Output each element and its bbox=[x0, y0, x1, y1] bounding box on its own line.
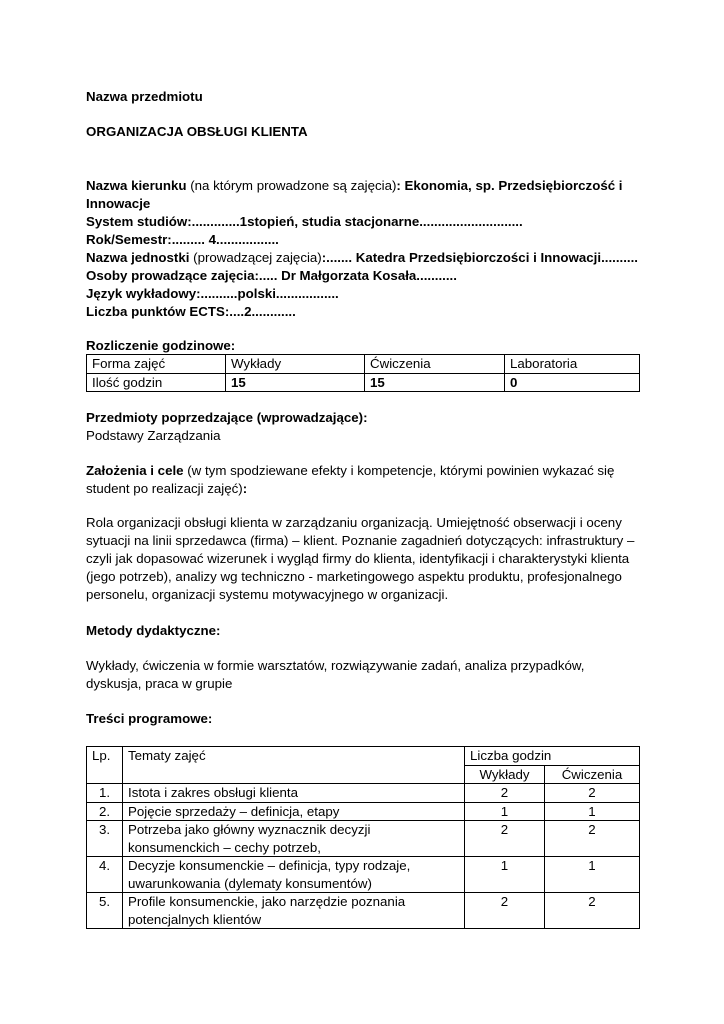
content-table bbox=[86, 746, 640, 929]
field-value-cont: Innowacje bbox=[86, 196, 151, 211]
goals-colon: : bbox=[242, 481, 248, 496]
subject-name: ORGANIZACJA OBSŁUGI KLIENTA bbox=[86, 124, 308, 139]
hours-title: Rozliczenie godzinowe: bbox=[86, 338, 236, 353]
table-row bbox=[87, 784, 640, 803]
methods-text-line: Wykłady, ćwiczenia w formie warsztatów, rozwiązywanie zadań, analiza przypadków, bbox=[86, 658, 585, 673]
row-lp: 2. bbox=[87, 802, 123, 821]
goals-text-line: personelu, organizacji systemu motywacyjnego w organizacji. bbox=[86, 587, 449, 602]
row-exercises: 2 bbox=[545, 893, 640, 929]
field-note: (na którym prowadzone są zajęcia) bbox=[186, 178, 397, 193]
table-row bbox=[87, 893, 640, 929]
unit-value: :....... Katedra Przedsiębiorczości i Innowacji.......... bbox=[321, 250, 639, 265]
row-exercises: 1 bbox=[545, 857, 640, 893]
field-value: : Ekonomia, sp. Przedsiębiorczość i bbox=[396, 178, 623, 193]
goals-text-line: czyli jak dopasować wizerunek i wygląd firmy do klienta, identyfikacji i charakterystyki klienta bbox=[86, 551, 630, 566]
prereq-title: Przedmioty poprzedzające (wprowadzające): bbox=[86, 410, 368, 425]
hours-labs-value: 0 bbox=[505, 373, 640, 392]
row-topic-line: Decyzje konsumenckie – definicja, typy rodzaje, bbox=[128, 858, 411, 873]
row-topic-line: Potrzeba jako główny wyznacznik decyzji bbox=[128, 822, 371, 837]
row-topic-line: Profile konsumenckie, jako narzędzie poznania bbox=[128, 894, 406, 909]
row-lp: 4. bbox=[87, 857, 123, 893]
year-semester: Rok/Semestr:......... 4................. bbox=[86, 232, 279, 247]
hours-header-form: Forma zajęć bbox=[87, 355, 226, 374]
hours-row-label: Ilość godzin bbox=[87, 373, 226, 392]
goals-note-2: student po realizacji zajęć) bbox=[86, 481, 243, 496]
row-topic-line: potencjalnych klientów bbox=[128, 911, 262, 927]
unit-note: (prowadzącej zajęcia) bbox=[189, 250, 322, 265]
unit-line bbox=[86, 249, 638, 267]
content-header-lectures: Wykłady bbox=[465, 765, 545, 784]
goals-note: (w tym spodziewane efekty i kompetencje, którymi powinien wykazać się bbox=[183, 463, 615, 478]
row-lp: 3. bbox=[87, 821, 123, 857]
row-lectures: 1 bbox=[465, 802, 545, 821]
language: Język wykładowy:..........polski................. bbox=[86, 286, 339, 301]
hours-header-lectures: Wykłady bbox=[226, 355, 365, 374]
row-exercises: 2 bbox=[545, 784, 640, 803]
content-title: Treści programowe: bbox=[86, 711, 213, 726]
row-topic bbox=[123, 857, 465, 893]
methods-title: Metody dydaktyczne: bbox=[86, 623, 221, 638]
row-topic: Pojęcie sprzedaży – definicja, etapy bbox=[123, 802, 465, 821]
goals-text-line: sytuacji na linii sprzedawca (firma) – klient. Poznanie zagadnień dotyczących: infrastruktury – bbox=[86, 533, 635, 548]
field-label: Nazwa kierunku bbox=[86, 178, 187, 193]
hours-lectures-value: 15 bbox=[226, 373, 365, 392]
content-header-exercises: Ćwiczenia bbox=[545, 765, 640, 784]
hours-header-exercises: Ćwiczenia bbox=[365, 355, 505, 374]
row-lp: 1. bbox=[87, 784, 123, 803]
methods-text-line: dyskusja, praca w grupie bbox=[86, 676, 233, 691]
goals-title: Założenia i cele bbox=[86, 463, 184, 478]
row-topic bbox=[123, 893, 465, 929]
field-line bbox=[86, 177, 623, 195]
row-topic-line: uwarunkowania (dylematy konsumentów) bbox=[128, 875, 372, 891]
row-lectures: 2 bbox=[465, 821, 545, 857]
hours-exercises-value: 15 bbox=[365, 373, 505, 392]
goals-line bbox=[86, 462, 614, 480]
table-row bbox=[87, 355, 640, 374]
row-exercises: 1 bbox=[545, 802, 640, 821]
prereq-text: Podstawy Zarządzania bbox=[86, 428, 221, 443]
row-lectures: 2 bbox=[465, 893, 545, 929]
study-system: System studiów:.............1stopień, studia stacjonarne............................ bbox=[86, 214, 523, 229]
table-row bbox=[87, 802, 640, 821]
content-header-lp: Lp. bbox=[87, 747, 123, 784]
subject-label: Nazwa przedmiotu bbox=[86, 89, 203, 104]
row-lectures: 1 bbox=[465, 857, 545, 893]
row-topic-line: konsumenckich – cechy potrzeb, bbox=[128, 839, 321, 855]
content-header-topic: Tematy zajęć bbox=[123, 747, 465, 784]
goals-line-2 bbox=[86, 480, 247, 498]
unit-label: Nazwa jednostki bbox=[86, 250, 190, 265]
row-topic: Istota i zakres obsługi klienta bbox=[123, 784, 465, 803]
table-row bbox=[87, 747, 640, 766]
table-row bbox=[87, 373, 640, 392]
goals-text-line: (jego potrzeb), analizy wg techniczno - marketingowego aspektu produktu, profesjonalnego bbox=[86, 569, 622, 584]
row-lectures: 2 bbox=[465, 784, 545, 803]
hours-table bbox=[86, 354, 640, 392]
goals-text-line: Rola organizacji obsługi klienta w zarządzaniu organizacją. Umiejętność obserwacji i oceny bbox=[86, 515, 622, 530]
table-row bbox=[87, 857, 640, 893]
teachers: Osoby prowadzące zajęcia:..... Dr Małgorzata Kosała........... bbox=[86, 268, 457, 283]
hours-header-labs: Laboratoria bbox=[505, 355, 640, 374]
row-topic bbox=[123, 821, 465, 857]
ects: Liczba punktów ECTS:....2............ bbox=[86, 304, 296, 319]
row-exercises: 2 bbox=[545, 821, 640, 857]
content-header-hours: Liczba godzin bbox=[465, 747, 640, 766]
table-row bbox=[87, 821, 640, 857]
row-lp: 5. bbox=[87, 893, 123, 929]
